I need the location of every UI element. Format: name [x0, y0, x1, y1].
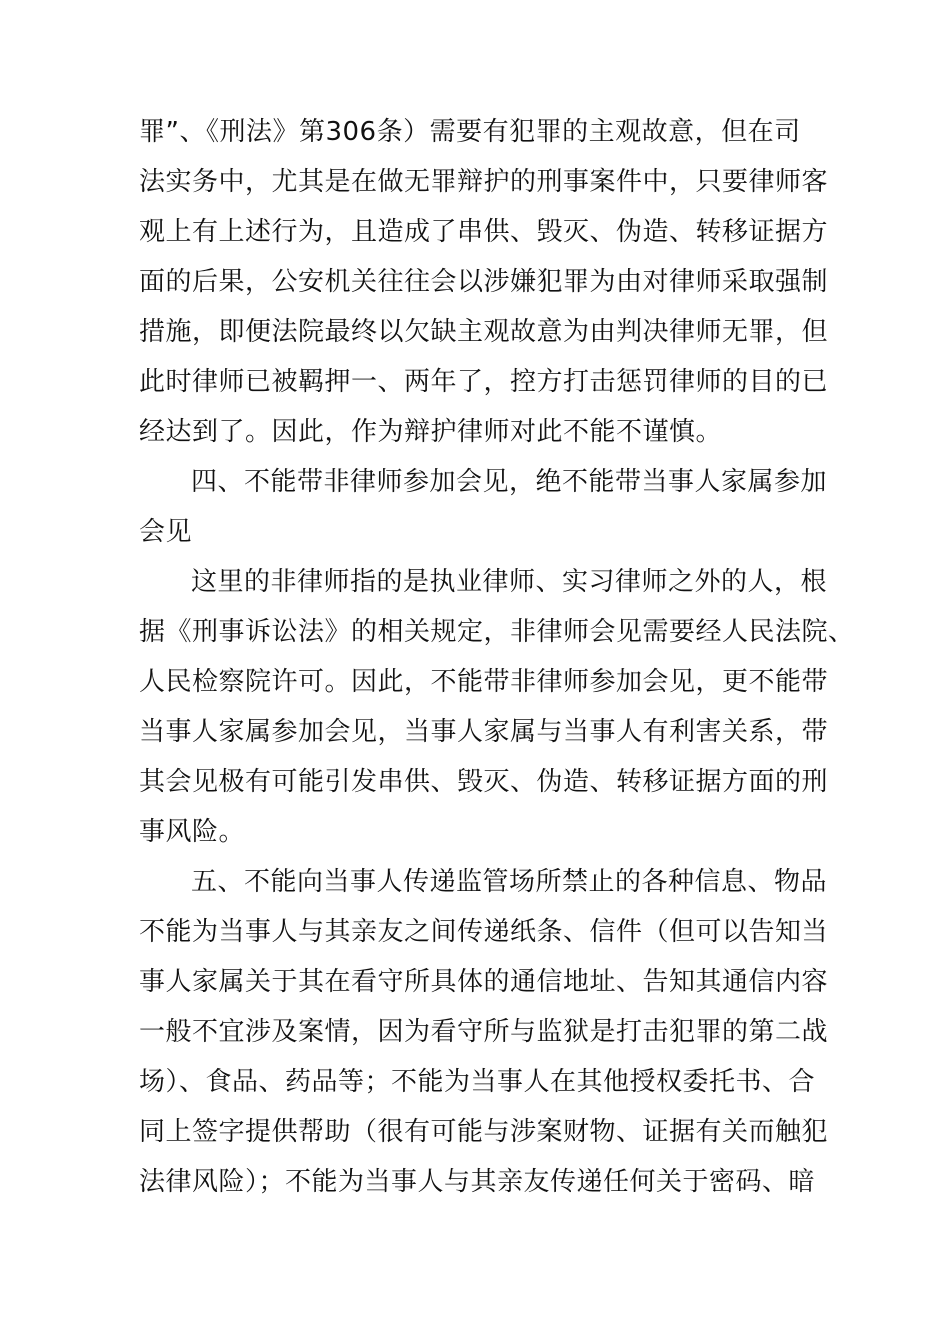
section-heading-5: 五、不能向当事人传递监管场所禁止的各种信息、物品: [191, 867, 828, 897]
text-line: 观上有上述行为，且造成了串供、毁灭、伪造、转移证据方: [139, 217, 829, 247]
text-line: 面的后果，公安机关往往会以涉嫌犯罪为由对律师采取强制: [139, 267, 829, 297]
text-line: 罪”、《刑法》第306条）需要有犯罪的主观故意，但在司: [139, 117, 801, 147]
section-heading-4-continuation: 会见: [139, 517, 193, 547]
text-line: 这里的非律师指的是执业律师、实习律师之外的人，根: [191, 567, 828, 597]
text-line: 经达到了。因此，作为辩护律师对此不能不谨慎。: [139, 417, 723, 447]
text-line: 同上签字提供帮助（很有可能与涉案财物、证据有关而触犯: [139, 1117, 829, 1147]
text-line: 此时律师已被羁押一、两年了，控方打击惩罚律师的目的已: [139, 367, 829, 397]
text-line: 其会见极有可能引发串供、毁灭、伪造、转移证据方面的刑: [139, 767, 829, 797]
text-line: 场）、食品、药品等；不能为当事人在其他授权委托书、合: [139, 1067, 816, 1097]
text-line: 当事人家属参加会见，当事人家属与当事人有利害关系，带: [139, 717, 829, 747]
text-line: 人民检察院许可。因此，不能带非律师参加会见，更不能带: [139, 667, 829, 697]
text-line: 法律风险）；不能为当事人与其亲友传递任何关于密码、暗: [139, 1167, 816, 1197]
text-line: 措施，即便法院最终以欠缺主观故意为由判决律师无罪，但: [139, 317, 829, 347]
text-line: 一般不宜涉及案情，因为看守所与监狱是打击犯罪的第二战: [139, 1017, 829, 1047]
text-line: 法实务中，尤其是在做无罪辩护的刑事案件中，只要律师客: [139, 167, 829, 197]
section-heading-4: 四、不能带非律师参加会见，绝不能带当事人家属参加: [191, 467, 828, 497]
text-line: 事人家属关于其在看守所具体的通信地址、告知其通信内容: [139, 967, 829, 997]
text-line: 不能为当事人与其亲友之间传递纸条、信件（但可以告知当: [139, 917, 829, 947]
text-line: 据《刑事诉讼法》的相关规定，非律师会见需要经人民法院、: [139, 617, 855, 647]
text-line: 事风险。: [139, 817, 246, 847]
